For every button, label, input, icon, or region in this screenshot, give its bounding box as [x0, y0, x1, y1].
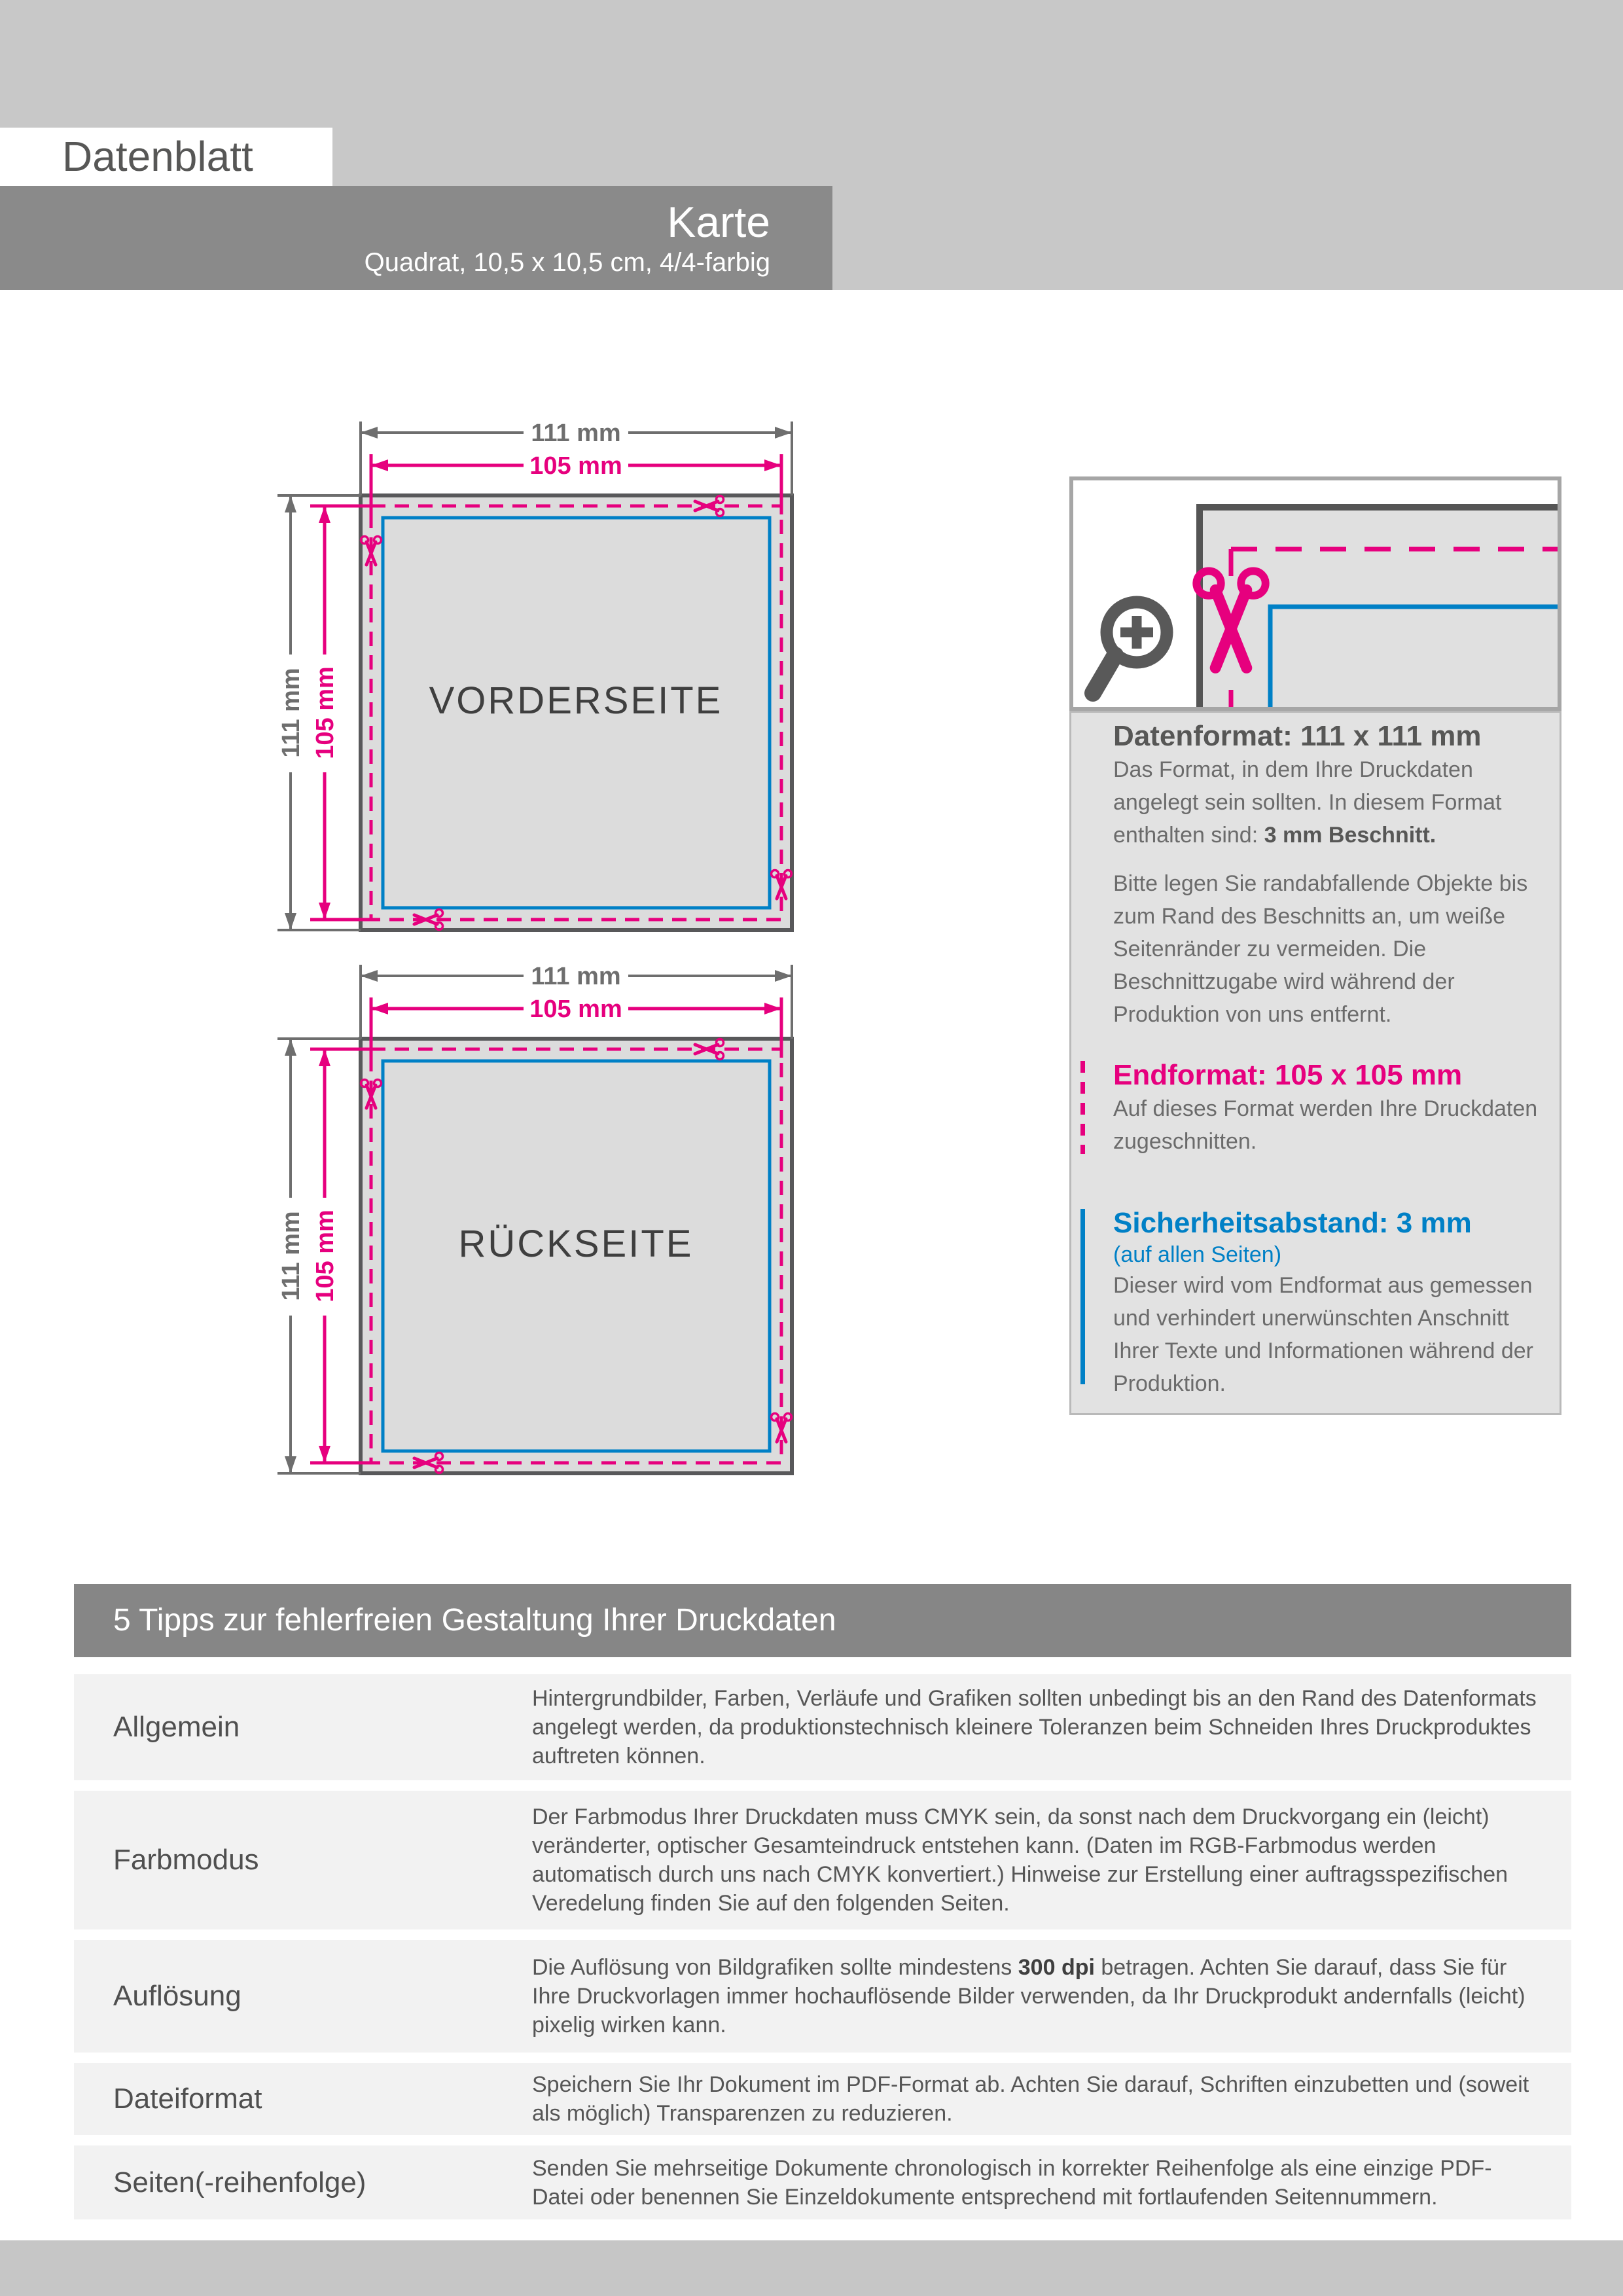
tips-row-text	[532, 1953, 1540, 2039]
endformat-heading: Endformat: 105 x 105 mm	[1113, 1059, 1463, 1091]
tips-row-text-part: betragen. Achten Sie darauf, dass Sie für Ihre Druckvorlagen immer hochauflösende Bilder verwenden, da Ihr Druckprodukt andernfalls (leicht) pixelig wirken kann.	[532, 1955, 1525, 2037]
tips-row-text: Hintergrundbilder, Farben, Verläufe und Grafiken sollten unbedingt bis an den Rand des Datenformats angelegt werden, da produktionstechnisch kleinere Toleranzen beim Schneiden Ihres Druckproduktes auftreten können.	[532, 1686, 1537, 1768]
bleed-value: 3 mm Beschnitt.	[1264, 823, 1436, 848]
tips-row-text-part: Die Auflösung von Bildgrafiken sollte mindestens	[532, 1955, 1018, 1980]
arrowhead-icon	[319, 506, 330, 523]
endformat-text: Auf dieses Format werden Ihre Druckdaten zugeschnitten.	[1113, 1096, 1538, 1154]
arrowhead-icon	[775, 970, 792, 982]
safety-text: Dieser wird vom Endformat aus gemessen und verhindert unerwünschten Anschnitt Ihrer Texte und Informationen während der Produktion.	[1113, 1273, 1533, 1396]
zoom-icon	[1093, 602, 1167, 693]
tips-row-text: Senden Sie mehrseitige Dokumente chronologisch in korrekter Reihenfolge als eine einzige PDF-Datei oder benennen Sie Einzeldokumente entsprechend mit fortlaufenden Seitennummern.	[532, 2155, 1492, 2210]
arrowhead-icon	[764, 1003, 781, 1014]
tips-row-label: Auflösung	[113, 1980, 241, 2012]
safety-heading: Sicherheitsabstand: 3 mm	[1113, 1207, 1472, 1239]
arrowhead-icon	[371, 459, 388, 471]
arrowhead-icon	[319, 903, 330, 920]
back-format-diagram	[249, 936, 825, 1512]
corner-zoom-diagram	[1073, 480, 1558, 707]
bleed-note-section	[1113, 867, 1545, 1031]
width-trim-label: 105 mm	[529, 996, 622, 1023]
sheet-title: Datenblatt	[62, 133, 253, 180]
tips-row-label: Allgemein	[113, 1711, 240, 1743]
tips-row-label: Farbmodus	[113, 1844, 259, 1876]
format-info-panel	[1069, 711, 1561, 1415]
arrowhead-icon	[319, 1049, 330, 1066]
arrowhead-icon	[361, 427, 378, 439]
tips-header-bar	[74, 1584, 1571, 1657]
tips-row-allgemein	[74, 1674, 1571, 1780]
datenformat-heading: Datenformat: 111 x 111 mm	[1113, 720, 1482, 752]
datenformat-section	[1113, 719, 1545, 852]
height-total-label: 111 mm	[277, 668, 305, 758]
tips-row-label: Seiten(-reihenfolge)	[113, 2166, 366, 2198]
cut-line-accent	[1080, 1061, 1085, 1154]
front-format-diagram	[249, 393, 825, 969]
corner-zoom-preview	[1069, 476, 1561, 711]
tips-row-seiten	[74, 2145, 1571, 2219]
tips-row-text: Speichern Sie Ihr Dokument im PDF-Format ab. Achten Sie darauf, Schriften einzubetten und (soweit als möglich) Transparenzen zu reduzieren.	[532, 2072, 1529, 2126]
width-total-label: 111 mm	[531, 963, 621, 990]
tips-row-label: Dateiformat	[113, 2083, 262, 2115]
width-trim-label: 105 mm	[529, 452, 622, 480]
safety-section	[1113, 1206, 1545, 1400]
sheet-title-box	[0, 128, 332, 186]
height-trim-label: 105 mm	[312, 1210, 339, 1302]
tips-row-farbmodus	[74, 1791, 1571, 1929]
product-subtitle: Quadrat, 10,5 x 10,5 cm, 4/4-farbig	[364, 247, 770, 277]
safety-line-accent	[1080, 1209, 1085, 1384]
arrowhead-icon	[285, 1039, 296, 1056]
arrowhead-icon	[285, 913, 296, 930]
datenformat-text: Das Format, in dem Ihre Druckdaten angelegt sein sollten. In diesem Format enthalten sind:	[1113, 757, 1502, 848]
bottom-band	[0, 2240, 1623, 2296]
dpi-value: 300 dpi	[1018, 1955, 1095, 1980]
safety-subheading: (auf allen Seiten)	[1113, 1242, 1282, 1267]
arrowhead-icon	[285, 495, 296, 512]
tips-row-text: Der Farbmodus Ihrer Druckdaten muss CMYK sein, da sonst nach dem Druckvorgang ein (leicht) veränderter, optischer Gesamteindruck entstehen kann. (Daten im RGB-Farbmodus werden automatisch durch uns nach CMYK konvertiert.) Hinweise zur Erstellung einer auftragsspezifischen Veredelung finden Sie auf den folgenden Seiten.	[532, 1804, 1508, 1916]
front-side-title: VORDERSEITE	[429, 679, 723, 722]
product-header-bar	[0, 186, 832, 290]
height-trim-label: 105 mm	[312, 666, 339, 759]
product-name: Karte	[667, 197, 770, 246]
bleed-note-text: Bitte legen Sie randabfallende Objekte bis zum Rand des Beschnitts an, um weiße Seitenränder zu vermeiden. Die Beschnittzugabe wird während der Produktion von uns entfernt.	[1113, 871, 1528, 1027]
arrowhead-icon	[361, 970, 378, 982]
endformat-section	[1113, 1058, 1545, 1158]
arrowhead-icon	[285, 1456, 296, 1473]
tips-row-dateiformat	[74, 2063, 1571, 2135]
width-total-label: 111 mm	[531, 420, 621, 447]
tips-heading: 5 Tipps zur fehlerfreien Gestaltung Ihrer Druckdaten	[113, 1603, 836, 1638]
tips-row-aufloesung	[74, 1940, 1571, 2053]
arrowhead-icon	[775, 427, 792, 439]
datenformat-body	[1113, 753, 1545, 852]
arrowhead-icon	[319, 1446, 330, 1463]
height-total-label: 111 mm	[277, 1211, 305, 1301]
arrowhead-icon	[764, 459, 781, 471]
back-side-title: RÜCKSEITE	[458, 1223, 694, 1265]
arrowhead-icon	[371, 1003, 388, 1014]
